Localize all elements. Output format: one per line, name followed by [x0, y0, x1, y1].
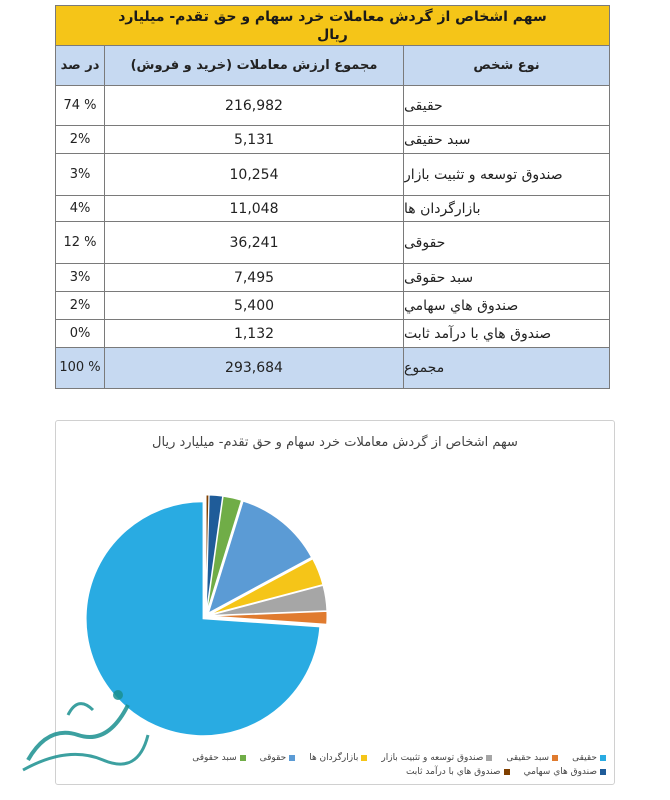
row-value: 36,241: [104, 222, 404, 263]
legend-item: [381, 753, 492, 763]
row-value: 216,982: [104, 86, 404, 125]
row-type: حقوقی: [404, 234, 446, 251]
row-value: 7,495: [104, 264, 404, 291]
row-type: حقیقی: [404, 97, 443, 114]
row-percent: 3%: [69, 269, 91, 285]
row-type: سبد حقیقی: [404, 131, 471, 148]
total-value: 293,684: [104, 348, 404, 388]
header-value: مجموع ارزش معاملات (خرید و فروش): [104, 46, 404, 85]
table-row: [56, 86, 609, 126]
table-row: [56, 292, 609, 320]
legend-label: صندوق هاي با درآمد ثابت: [405, 767, 501, 777]
legend-item: [406, 767, 510, 777]
legend-swatch: [504, 769, 510, 775]
legend-swatch: [240, 755, 246, 761]
legend-item: [260, 753, 296, 763]
legend-item: [506, 753, 558, 763]
legend-row: [96, 765, 606, 779]
row-percent: 4%: [69, 200, 91, 216]
table-row: [56, 126, 609, 154]
chart-legend: [96, 751, 606, 779]
row-value: 11,048: [104, 196, 404, 221]
row-type: صندوق هاي سهامي: [404, 297, 519, 314]
legend-swatch: [600, 755, 606, 761]
legend-item: [572, 753, 606, 763]
row-percent: 2%: [69, 131, 91, 147]
table-row: [56, 154, 609, 196]
row-type: سبد حقوقی: [404, 269, 474, 286]
table-total-row: [56, 348, 609, 388]
header-type: نوع شخص: [473, 57, 540, 73]
row-percent: 3%: [69, 166, 91, 182]
legend-swatch: [552, 755, 558, 761]
legend-label: حقوقی: [259, 753, 287, 763]
legend-row: [96, 751, 606, 765]
legend-label: بازارگردان ها: [309, 753, 359, 763]
summary-table: [55, 5, 610, 389]
legend-label: سبد حقوقی: [192, 753, 237, 763]
chart-title: سهم اشخاص از گردش معاملات خرد سهام و حق تقدم- میلیارد ریال: [152, 435, 518, 450]
table-row: [56, 320, 609, 348]
legend-label: حقیقی: [572, 753, 597, 763]
watermark-logo: [8, 665, 158, 785]
header-percent: در صد: [60, 57, 100, 73]
table-header-row: [56, 46, 609, 86]
row-value: 1,132: [104, 320, 404, 347]
row-type: صندوق توسعه و تثبیت بازار: [404, 166, 563, 183]
table-title: سهم اشخاص از گردش معاملات خرد سهام و حق تقدم- میلیارد ریال: [56, 6, 609, 46]
legend-swatch: [361, 755, 367, 761]
legend-label: سبد حقیقی: [506, 753, 550, 763]
legend-item: [309, 753, 367, 763]
table-row: [56, 222, 609, 264]
row-value: 5,131: [104, 126, 404, 153]
legend-item: [524, 767, 606, 777]
row-value: 5,400: [104, 292, 404, 319]
table-row: [56, 196, 609, 222]
row-value: 10,254: [104, 154, 404, 195]
row-type: بازارگردان ها: [404, 200, 481, 217]
legend-swatch: [486, 755, 492, 761]
row-percent: 74 %: [63, 97, 97, 113]
legend-swatch: [289, 755, 295, 761]
table-row: [56, 264, 609, 292]
total-label: مجموع: [404, 360, 445, 376]
row-type: صندوق هاي با درآمد ثابت: [404, 325, 552, 342]
legend-swatch: [600, 769, 606, 775]
total-percent: 100 %: [59, 360, 101, 375]
row-percent: 12 %: [63, 234, 97, 250]
row-percent: 2%: [69, 297, 91, 313]
legend-label: صندوق هاي سهامي: [523, 767, 597, 777]
row-percent: 0%: [69, 325, 91, 341]
legend-item: [192, 753, 245, 763]
legend-label: صندوق توسعه و تثبیت بازار: [381, 753, 484, 763]
